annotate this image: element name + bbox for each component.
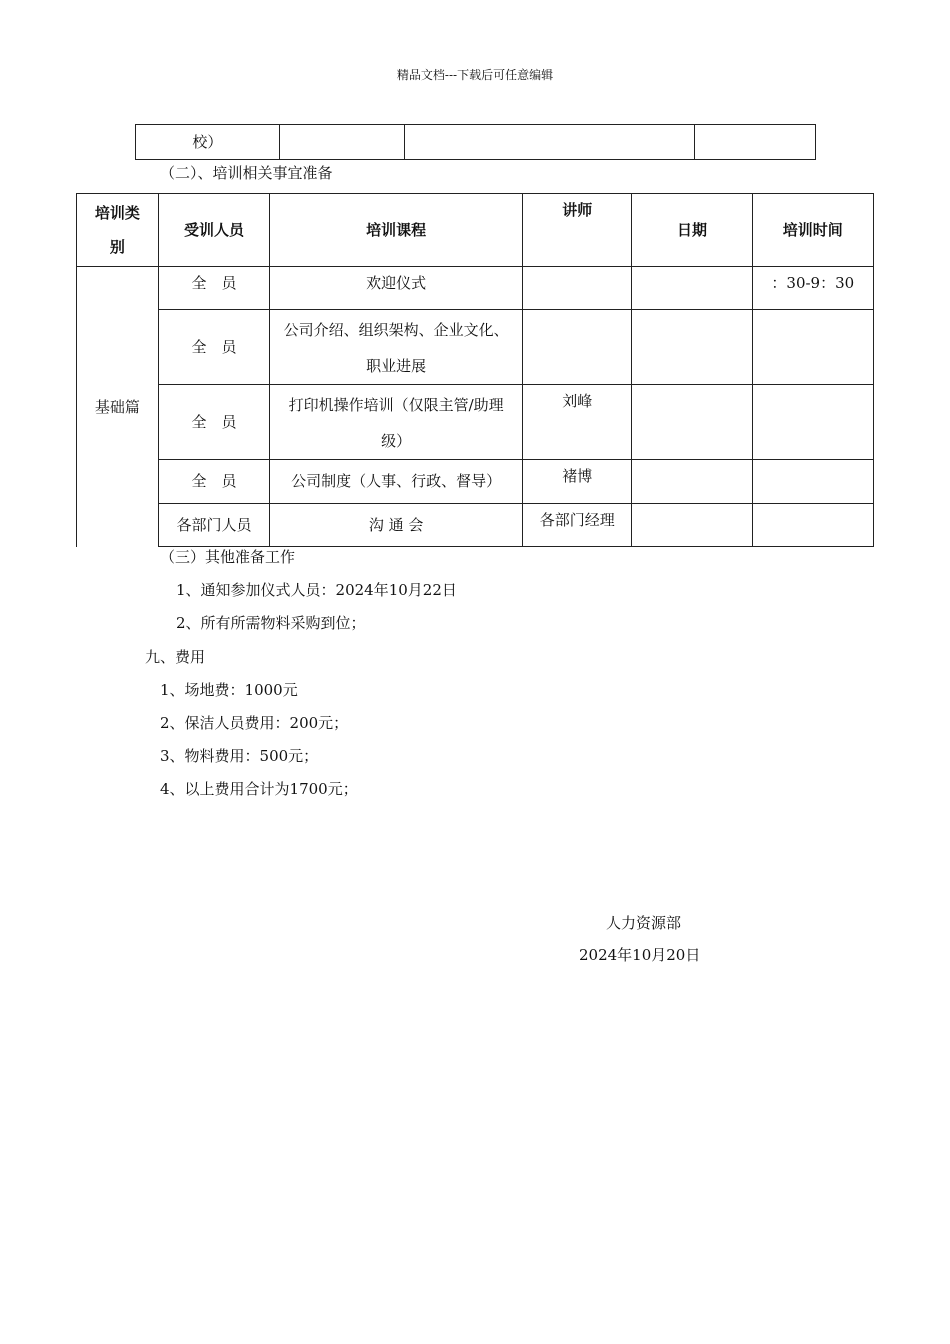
time-cell: ：30-9：30 — [752, 267, 873, 310]
time-cell — [752, 460, 873, 504]
section3-item: 1、通知参加仪式人员：2024年10月22日 — [176, 581, 457, 599]
course-cell: 公司制度（人事、行政、督导） — [270, 460, 523, 504]
lecturer-cell — [523, 267, 632, 310]
lecturer-cell: 各部门经理 — [523, 504, 632, 547]
header-time: 培训时间 — [752, 194, 873, 267]
signature-department: 人力资源部 — [606, 914, 682, 932]
date-cell — [632, 460, 752, 504]
people-cell: 各部门人员 — [158, 504, 269, 547]
section3-item: 2、所有所需物料采购到位； — [176, 614, 366, 632]
section9-title: 九、费用 — [145, 648, 206, 666]
date-cell — [632, 310, 752, 385]
cost-item: 3、物料费用：500元； — [160, 747, 319, 765]
date-cell — [632, 385, 752, 460]
signature-date: 2024年10月20日 — [579, 946, 701, 964]
people-cell: 全 员 — [158, 460, 269, 504]
lecturer-cell: 刘峰 — [523, 385, 632, 460]
time-cell — [752, 504, 873, 547]
category-cell: 基础篇 — [77, 267, 159, 547]
cost-item: 2、保洁人员费用：200元； — [160, 714, 349, 732]
header-category: 培训类别 — [77, 194, 159, 267]
empty-cell — [695, 125, 816, 160]
date-cell — [632, 504, 752, 547]
people-cell: 全 员 — [158, 310, 269, 385]
date-cell — [632, 267, 752, 310]
header-lecturer: 讲师 — [523, 194, 632, 267]
time-cell — [752, 385, 873, 460]
people-cell: 全 员 — [158, 385, 269, 460]
lecturer-cell: 褚博 — [523, 460, 632, 504]
course-cell: 打印机操作培训（仅限主管/助理级） — [270, 385, 523, 460]
empty-cell — [279, 125, 404, 160]
header-people: 受训人员 — [158, 194, 269, 267]
empty-cell — [404, 125, 695, 160]
training-table — [76, 193, 874, 547]
time-cell — [752, 310, 873, 385]
continuation-cell: 校） — [136, 125, 280, 160]
course-cell: 欢迎仪式 — [270, 267, 523, 310]
continuation-table — [135, 124, 816, 160]
course-cell: 公司介绍、组织架构、企业文化、职业进展 — [270, 310, 523, 385]
header-course: 培训课程 — [270, 194, 523, 267]
lecturer-cell — [523, 310, 632, 385]
page-header: 精品文档---下载后可任意编辑 — [396, 68, 554, 82]
cost-item: 4、以上费用合计为1700元； — [160, 780, 358, 798]
cost-item: 1、场地费：1000元 — [160, 681, 298, 699]
section3-title: （三）其他准备工作 — [160, 548, 296, 566]
header-date: 日期 — [632, 194, 752, 267]
section2-title: （二）、培训相关事宜准备 — [160, 164, 333, 182]
course-cell: 沟 通 会 — [270, 504, 523, 547]
people-cell: 全 员 — [158, 267, 269, 310]
